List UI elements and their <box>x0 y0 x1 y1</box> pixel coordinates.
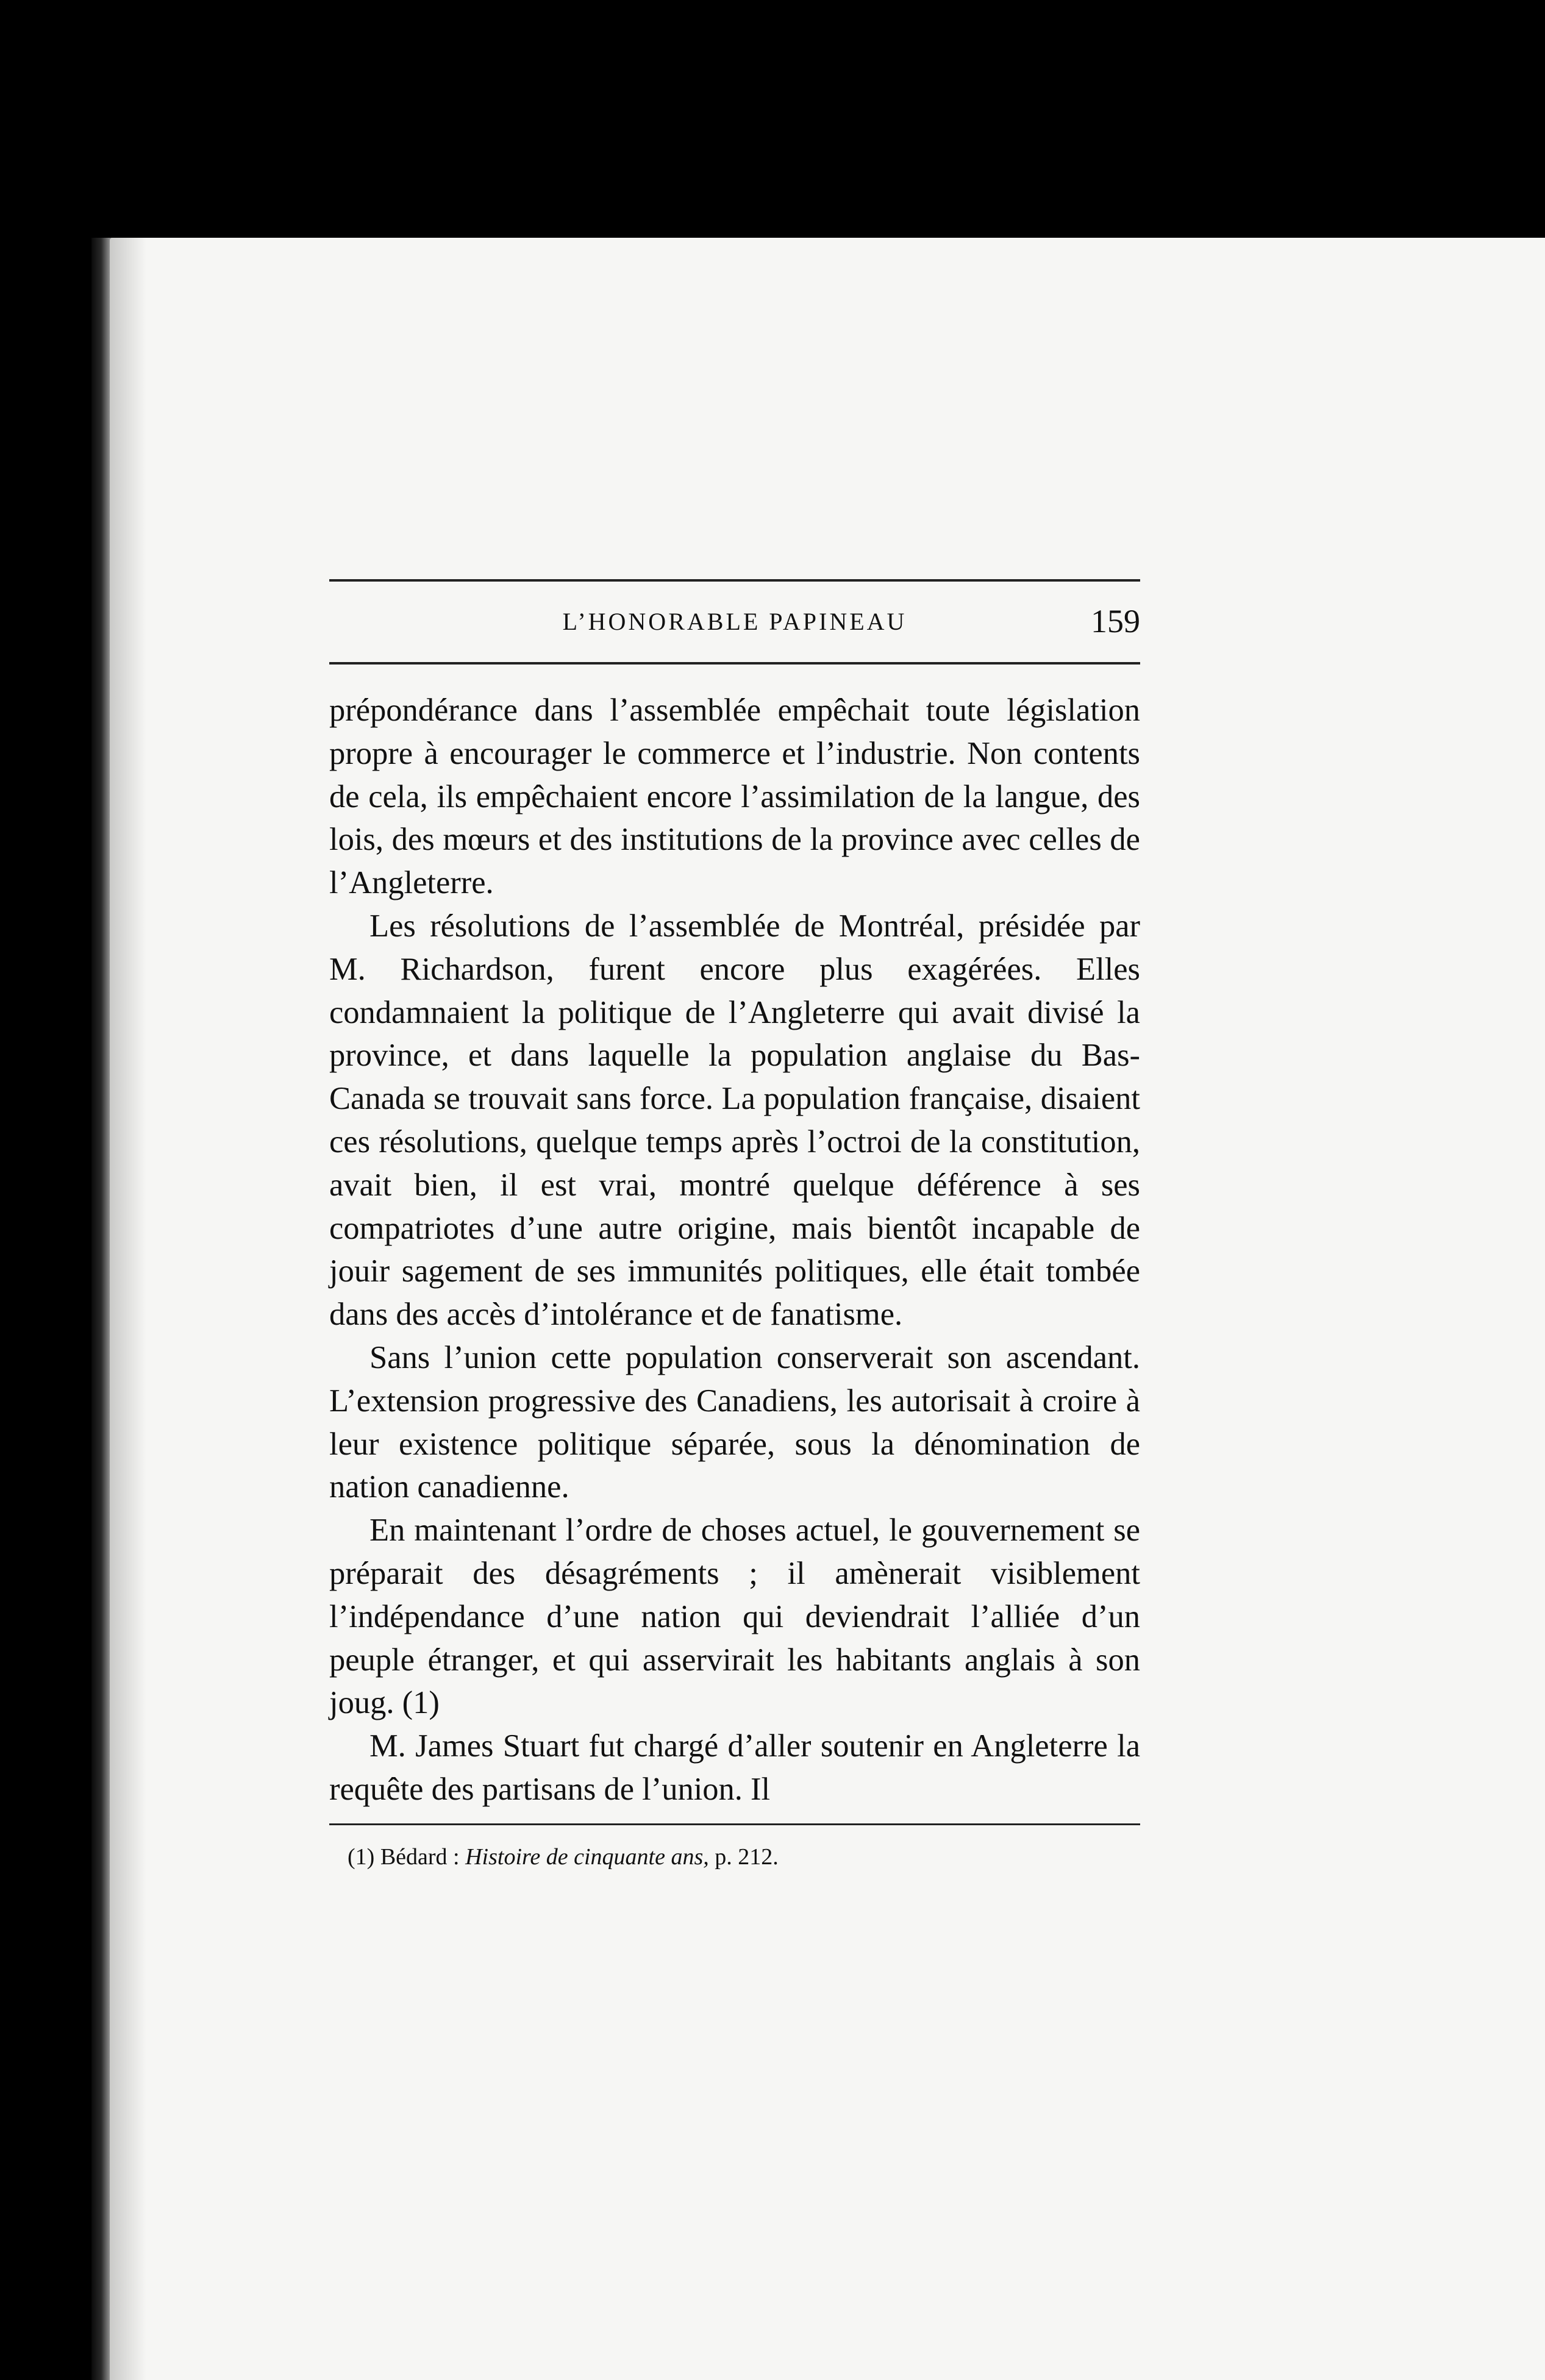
page-number: 159 <box>1091 603 1140 640</box>
footnote-page-ref: p. 212. <box>715 1844 779 1870</box>
footnote-marker: (1) <box>348 1844 375 1870</box>
footnote-author: Bédard : <box>380 1844 460 1870</box>
paragraph: En maintenant l’ordre de choses actuel, le gouvernement se préparait des désagréments ; il amènerait visiblement l’indépendance d’une nation qui deviendrait l’alliée d’un peuple étranger, et qui asservirait les habitants anglais à son joug. (1) <box>329 1512 1140 1721</box>
footnote-rule <box>329 1823 1140 1825</box>
header-rule-top <box>329 579 1140 582</box>
paragraph: M. James Stuart fut chargé d’aller soutenir en Angleterre la requête des partisans de l’union. Il <box>329 1728 1140 1807</box>
running-title: L’HONORABLE PAPINEAU <box>562 608 907 635</box>
header-rule-bottom <box>329 662 1140 664</box>
paragraph: Les résolutions de l’assemblée de Montréal, présidée par M. Richardson, furent encore plus exagérées. Elles condamnaient la politique de l’Angleterre qui avait divisé la province, et dans laquelle la population anglaise du Bas-Canada se trouvait sans force. La population française, disaient ces résolutions, quelque temps après l’octroi de la constitution, avait bien, il est vrai, montré quelque déférence à ses compatriotes d’une autre origine, mais bientôt incapable de jouir sagement de ses immunités politiques, elle était tombée dans des accès d’intolérance et de fanatisme. <box>329 908 1140 1333</box>
paragraph: Sans l’union cette population conserverait son ascendant. L’extension progressive des Canadiens, les autorisait à croire à leur existence politique séparée, sous la dénomination de nation canadienne. <box>329 1339 1140 1505</box>
body-text <box>329 689 1140 1811</box>
running-head <box>329 579 1140 646</box>
footnote-work-title: Histoire de cinquante ans, <box>465 1844 709 1870</box>
footnote <box>329 1842 1140 1872</box>
page-gutter-shadow <box>110 238 146 2380</box>
paragraph-continued: prépondérance dans l’assemblée empêchait toute législation propre à encourager le commerce et l’industrie. Non contents de cela, ils empêchaient encore l’assimilation de la langue, des lois, des mœurs et des institutions de la province avec celles de l’Angleterre. <box>329 693 1140 901</box>
page-text-block <box>329 579 1140 1872</box>
